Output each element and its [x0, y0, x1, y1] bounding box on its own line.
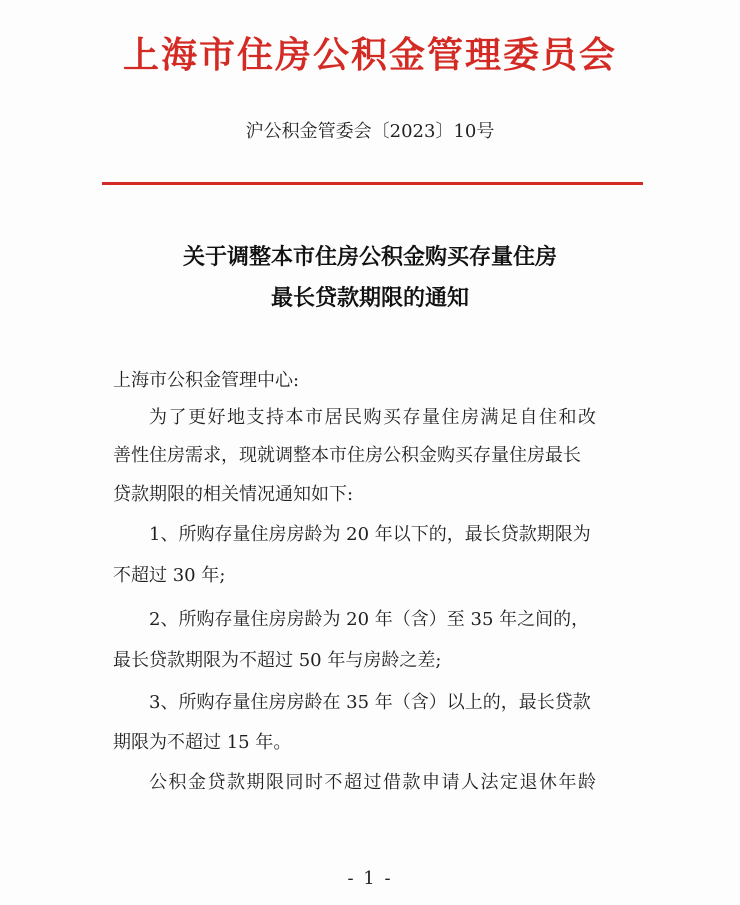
document-number: 沪公积金管委会〔2023〕10号 — [245, 121, 495, 142]
item-1-line-2: 不超过 30 年; — [113, 565, 226, 586]
addressee: 上海市公积金管理中心: — [113, 370, 300, 391]
document-title-line-1: 关于调整本市住房公积金购买存量住房 — [182, 244, 557, 270]
paragraph-line-3: 贷款期限的相关情况通知如下: — [113, 484, 354, 505]
page-number: - 1 - — [347, 868, 393, 889]
closing-paragraph-line-1: 公积金贷款期限同时不超过借款申请人法定退休年龄 — [149, 772, 598, 793]
red-divider-line — [102, 182, 643, 185]
document-title-line-2: 最长贷款期限的通知 — [270, 285, 469, 311]
agency-header: 上海市住房公积金管理委员会 — [122, 34, 617, 76]
item-1-line-1: 1、所购存量住房房龄为 20 年以下的，最长贷款期限为 — [149, 524, 591, 545]
item-3-line-1: 3、所购存量住房房龄在 35 年（含）以上的，最长贷款 — [149, 692, 591, 713]
paragraph-line-2: 善性住房需求，现就调整本市住房公积金购买存量住房最长 — [113, 445, 581, 466]
item-2-line-2: 最长贷款期限为不超过 50 年与房龄之差; — [113, 650, 442, 671]
item-2-line-1: 2、所购存量住房房龄为 20 年（含）至 35 年之间的， — [149, 609, 590, 630]
paragraph-line-1: 为了更好地支持本市居民购买存量住房满足自住和改 — [149, 407, 598, 428]
item-3-line-2: 期限为不超过 15 年。 — [113, 732, 292, 753]
